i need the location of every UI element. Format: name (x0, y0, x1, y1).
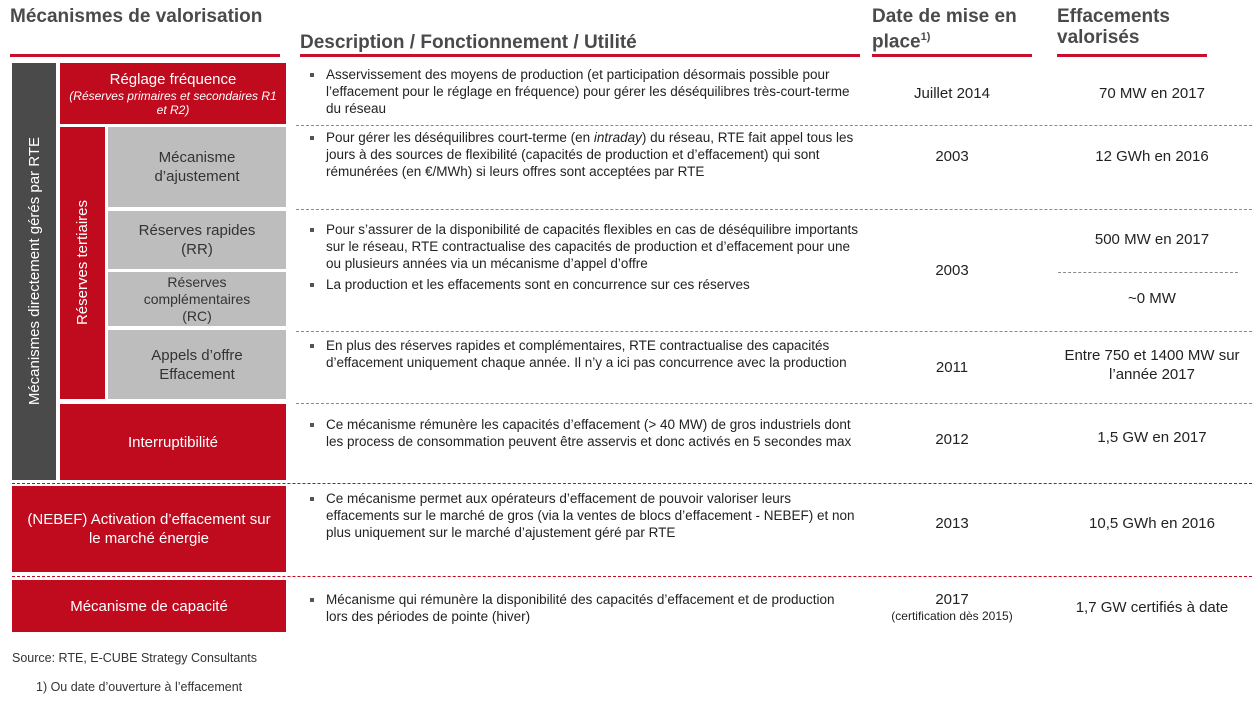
desc-text: Pour gérer les déséquilibres court-terme (en (326, 130, 594, 145)
desc-bullet: La production et les effacements sont en concurrence sur ces réserves (300, 276, 860, 293)
row-capacite-date (872, 584, 1032, 630)
row-reglage-frequence (60, 63, 286, 124)
row-mecanisme-ajustement (108, 127, 286, 207)
row-appels-offre-desc (300, 337, 860, 371)
row-appels-offre-value: Entre 750 et 1400 MW sur l’année 2017 (1064, 347, 1240, 383)
row-appels-offre-name: Appels d’offre Effacement (151, 346, 243, 383)
row-reserves-date: 2003 (935, 261, 969, 279)
row-mecanisme-ajustement-value: 12 GWh en 2016 (1095, 147, 1209, 165)
header-date-text: Date de mise en place (872, 6, 1017, 53)
row-separator (296, 125, 1252, 126)
row-nebef-desc (300, 490, 860, 541)
row-capacite-date-year: 2017 (935, 591, 969, 608)
row-mecanisme-ajustement-desc (300, 129, 860, 180)
row-capacite-name: Mécanisme de capacité (70, 597, 228, 615)
row-reglage-frequence-date: Juillet 2014 (914, 85, 990, 102)
desc-bullet: Mécanisme qui rémunère la disponibilité des capacités d’effacement et de production lors des périodes de pointe (hiver) (300, 591, 860, 625)
row-reglage-frequence-name: Réglage fréquence (109, 71, 237, 88)
footnote: 1) Ou date d’ouverture à l’effacement (36, 680, 243, 694)
header-underline (10, 54, 280, 57)
value-separator (1058, 272, 1238, 273)
row-separator (296, 331, 1252, 332)
row-reglage-frequence-desc (300, 66, 860, 117)
desc-bullet: En plus des réserves rapides et complémentaires, RTE contractualise des capacités d’effacement uniquement chaque année. Il n’y a ici pas concurrence avec la production (300, 337, 860, 371)
group-rte-label: Mécanismes directement gérés par RTE (25, 137, 43, 406)
row-capacite (12, 580, 286, 632)
row-capacite-value: 1,7 GW certifiés à date (1075, 598, 1229, 616)
row-separator (296, 403, 1252, 404)
desc-bullet: Ce mécanisme permet aux opérateurs d’effacement de pouvoir valoriser leurs effacements sur le marché de gros (via la ventes de blocs d’effacement - NEBEF) et non plus uniquement sur le marché d’ajustement géré par RTE (300, 490, 860, 541)
header-description: Description / Fonctionnement / Utilité (300, 32, 637, 53)
row-nebef (12, 486, 286, 572)
header-mechanisms: Mécanismes de valorisation (10, 6, 263, 27)
row-appels-offre (108, 330, 286, 399)
row-capacite-desc (300, 591, 860, 625)
header-effacements: Effacements valorisés (1057, 6, 1170, 48)
row-reglage-frequence-sub: (Réserves primaires et secondaires R1 et R2) (69, 89, 277, 117)
desc-bullet: Pour s’assurer de la disponibilité de capacités flexibles en cas de déséquilibre importants sur le réseau, RTE contractualise des capacités de production et d’effacement pour une ou plusieurs années via un mécanisme d’appel d’offre (300, 221, 860, 272)
row-reserves-rapides (108, 211, 286, 269)
source-note: Source: RTE, E-CUBE Strategy Consultants (12, 651, 258, 665)
desc-text: ) du réseau, RTE fait appel tous les jours à des sources de flexibilité (capacités de production et d’effacement) qui sont rémunérées (en €/MWh) si leurs offres sont acceptées par RTE (326, 130, 854, 179)
row-reserves-rapides-name: Réserves rapides (RR) (138, 222, 256, 258)
row-separator-red (12, 576, 1252, 577)
row-reserves-complementaires (108, 272, 286, 326)
header-date (872, 6, 1032, 52)
row-interruptibilite-desc (300, 416, 860, 450)
row-reserves-rapides-value: 500 MW en 2017 (1094, 230, 1210, 248)
row-interruptibilite-date: 2012 (935, 430, 969, 448)
row-interruptibilite-name: Interruptibilité (127, 433, 219, 451)
row-nebef-date: 2013 (935, 514, 969, 532)
header-date-sup: 1) (920, 31, 931, 43)
row-mecanisme-ajustement-name: Mécanisme d’ajustement (154, 149, 240, 185)
row-mecanisme-ajustement-date: 2003 (935, 147, 969, 165)
header-underline (872, 54, 1032, 57)
group-tertiaires-label: Réserves tertiaires (74, 200, 91, 326)
row-reserves-complementaires-value: ~0 MW (1128, 289, 1176, 307)
desc-bullet: Asservissement des moyens de production (et participation désormais possible pour l’effacement pour le réglage en fréquence) pour gérer les déséquilibres très-court-terme du réseau (300, 66, 860, 117)
row-interruptibilite (60, 404, 286, 480)
row-nebef-value: 10,5 GWh en 2016 (1089, 514, 1215, 532)
desc-italic: intraday (593, 130, 642, 145)
row-interruptibilite-value: 1,5 GW en 2017 (1097, 428, 1207, 446)
group-tertiaires (60, 127, 105, 399)
row-reserves-desc (300, 221, 860, 293)
header-underline (1057, 54, 1207, 57)
row-separator (296, 209, 1252, 210)
row-nebef-name: (NEBEF) Activation d’effacement sur le marché énergie (27, 511, 271, 547)
row-reglage-frequence-value: 70 MW en 2017 (1099, 85, 1205, 102)
row-reserves-complementaires-name: Réserves complémentaires (RC) (143, 273, 251, 324)
desc-bullet (300, 129, 860, 180)
row-capacite-date-note: (certification dès 2015) (891, 609, 1013, 623)
row-appels-offre-date: 2011 (935, 358, 969, 376)
header-underline (300, 54, 860, 57)
row-separator-red (12, 483, 1252, 484)
desc-bullet: Ce mécanisme rémunère les capacités d’effacement (> 40 MW) de gros industriels dont les process de consommation peuvent être asservis et donc activés en 5 secondes max (300, 416, 860, 450)
group-rte (12, 63, 56, 480)
